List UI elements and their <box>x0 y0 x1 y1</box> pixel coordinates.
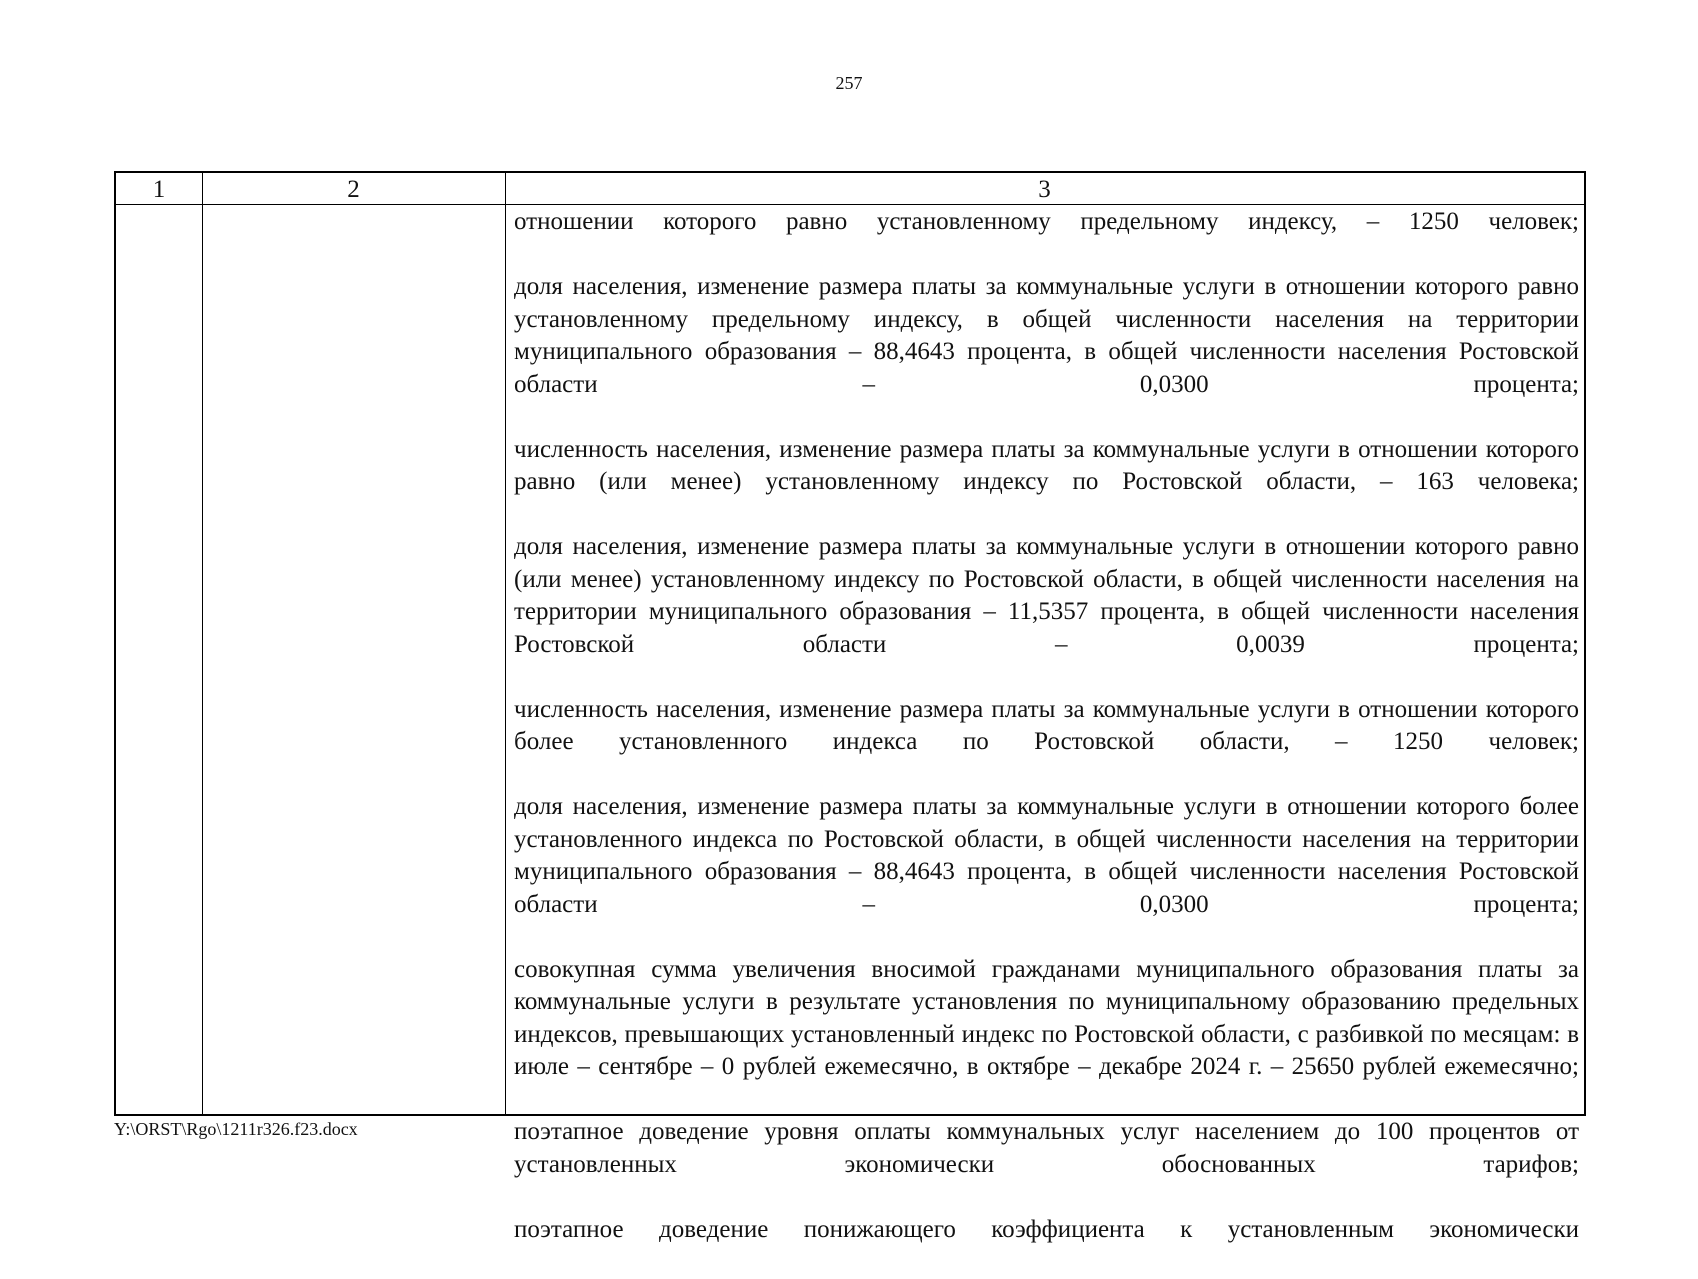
header-row-divider <box>116 204 1584 205</box>
paragraph: доля населения, изменение размера платы за коммунальные услуги в отношении которого более установленного индекса по Ростовской области, в общей численности населения на территории муниципального образования – 88,4643 процента, в общей численности населения Ростовской области – 0,0300 процента; <box>514 793 1579 918</box>
paragraph: отношении которого равно установленному предельному индексу, – 1250 человек; <box>514 208 1579 235</box>
paragraph: поэтапное доведение уровня оплаты коммунальных услуг населением до 100 процентов от установленных экономически обоснованных тарифов; <box>514 1118 1579 1178</box>
paragraph: численность населения, изменение размера платы за коммунальные услуги в отношении которого более установленного индекса по Ростовской области, – 1250 человек; <box>514 695 1579 755</box>
page-number: 257 <box>835 73 863 93</box>
paragraph: доля населения, изменение размера платы за коммунальные услуги в отношении которого равно установленному предельному индексу, в общей численности населения на территории муниципального образования – 88,4643 процента, в общей численности населения Ростовской области – 0,0300 процента; <box>514 273 1579 398</box>
paragraph-truncated: поэтапное доведение понижающего коэффициента к установленным экономически <box>514 1215 1579 1243</box>
column-header-1: 1 <box>152 176 166 203</box>
paragraph: численность населения, изменение размера платы за коммунальные услуги в отношении которого равно (или менее) установленному индексу по Ростовской области, – 163 человека; <box>514 435 1579 495</box>
column-header-2: 2 <box>347 176 360 203</box>
column-divider-2-3 <box>505 173 506 1114</box>
column-header-3: 3 <box>1038 176 1051 203</box>
column-3-content <box>514 206 1579 1243</box>
footer-file-path: Y:\ORST\Rgo\1211r326.f23.docx <box>114 1119 358 1139</box>
paragraph: совокупная сумма увеличения вносимой гражданами муниципального образования платы за коммунальные услуги в результате установления по муниципальному образованию предельных индексов, превышающих установленный индекс по Ростовской области, с разбивкой по месяцам: в июле – сентябре – 0 рублей ежемесячно, в октябре – декабре 2024 г. – 25650 рублей ежемесячно; <box>514 955 1579 1080</box>
column-divider-1-2 <box>202 173 203 1114</box>
paragraph: доля населения, изменение размера платы за коммунальные услуги в отношении которого равно (или менее) установленному индексу по Ростовской области, в общей численности населения на территории муниципального образования – 11,5357 процента, в общей численности населения Ростовской области – 0,0039 процента; <box>514 533 1579 658</box>
